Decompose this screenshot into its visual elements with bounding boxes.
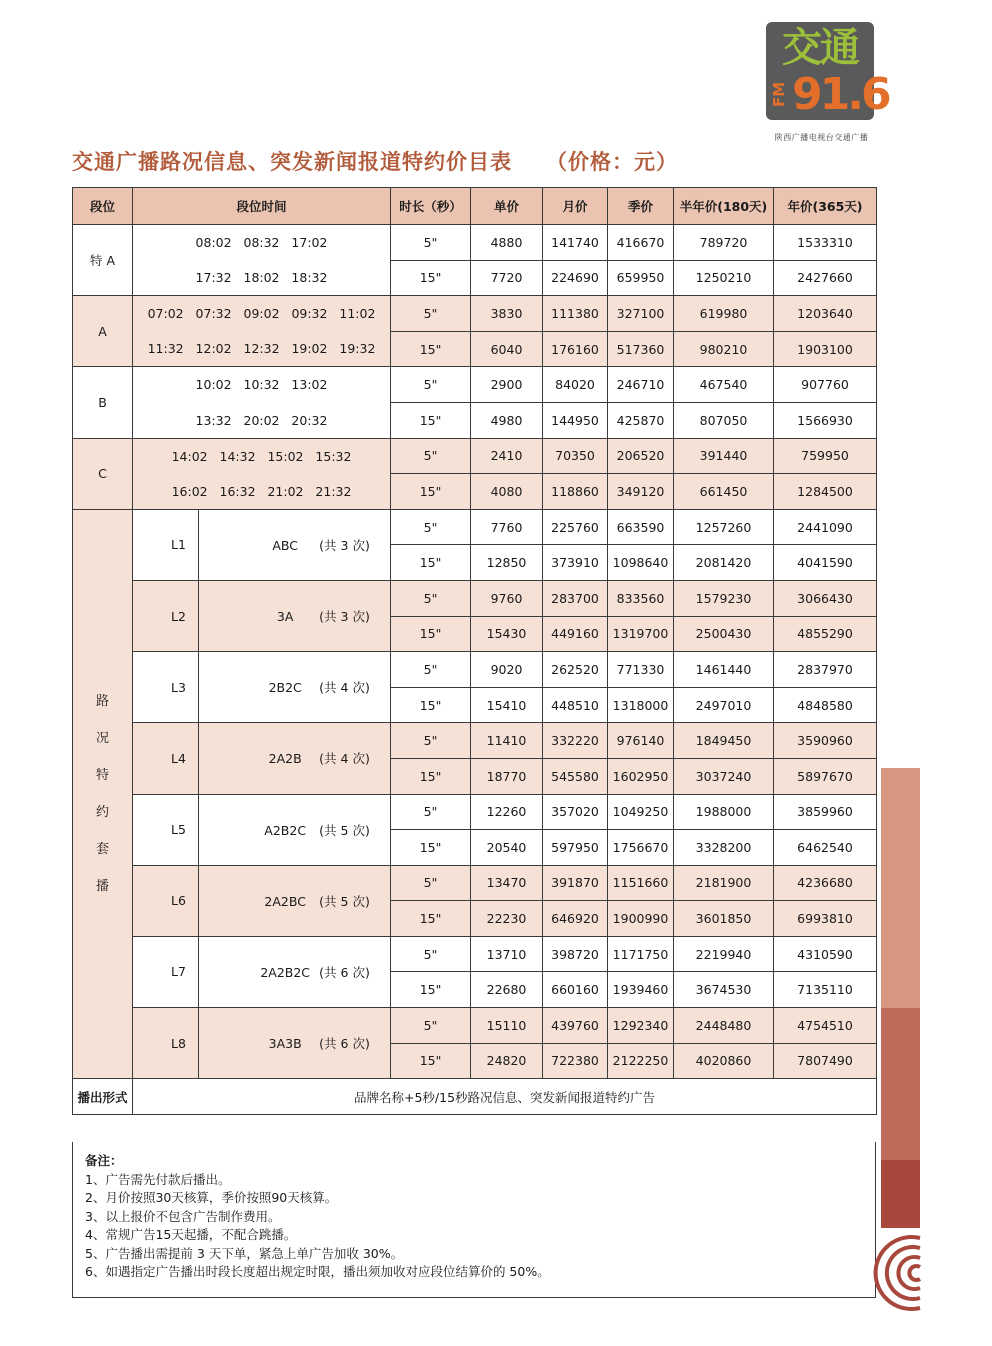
package-code: L4 [133, 723, 199, 794]
price-cell: 9760 [471, 580, 543, 616]
duration-cell: 15" [391, 260, 471, 296]
package-code: L1 [133, 509, 199, 580]
price-cell: 246710 [608, 367, 674, 403]
package-code: L3 [133, 652, 199, 723]
price-cell: 3674530 [674, 972, 774, 1008]
price-cell: 13470 [471, 865, 543, 901]
package-code: L5 [133, 794, 199, 865]
duration-cell: 15" [391, 545, 471, 581]
price-cell: 373910 [543, 545, 608, 581]
price-cell: 467540 [674, 367, 774, 403]
price-cell: 1566930 [774, 402, 877, 438]
price-cell: 771330 [608, 652, 674, 688]
table-row [73, 367, 877, 403]
title-text: 交通广播路况信息、突发新闻报道特约价目表 [72, 150, 512, 174]
station-logo [766, 22, 889, 120]
package-count: (共 3 次) [319, 537, 370, 553]
note-item: 1、广告需先付款后播出。 [85, 1171, 231, 1187]
price-cell: 759950 [774, 438, 877, 474]
header-cell: 段位 [73, 188, 133, 225]
price-cell: 2448480 [674, 1008, 774, 1044]
price-cell: 144950 [543, 402, 608, 438]
note-item: 5、广告播出需提前 3 天下单，紧急上单广告加收 30%。 [85, 1245, 404, 1261]
duration-cell: 5" [391, 936, 471, 972]
price-cell: 980210 [674, 331, 774, 367]
price-cell: 391870 [543, 865, 608, 901]
price-cell: 789720 [674, 225, 774, 261]
decorative-bar-light [881, 768, 920, 1008]
price-cell: 1903100 [774, 331, 877, 367]
price-cell: 2219940 [674, 936, 774, 972]
price-cell: 3830 [471, 296, 543, 332]
table-row [73, 723, 877, 759]
header-cell: 段位时间 [133, 188, 391, 225]
price-cell: 22230 [471, 901, 543, 937]
package-combo [199, 580, 391, 651]
price-cell: 15410 [471, 687, 543, 723]
package-combo-text: 3A [276, 609, 294, 625]
package-combo-text: ABC [272, 537, 298, 553]
price-cell: 619980 [674, 296, 774, 332]
logo-frequency: 91.6 [792, 69, 889, 120]
slot-time: 11:32 12:02 12:32 19:02 19:32 [133, 331, 391, 367]
package-combo-text: 3A3B [268, 1036, 302, 1052]
slot-name: C [73, 438, 133, 509]
package-combo [199, 723, 391, 794]
price-cell: 12850 [471, 545, 543, 581]
price-cell: 6462540 [774, 830, 877, 866]
price-cell: 7720 [471, 260, 543, 296]
price-cell: 448510 [543, 687, 608, 723]
package-code: L8 [133, 1008, 199, 1079]
table-row [73, 260, 877, 296]
header-cell: 单价 [471, 188, 543, 225]
decorative-bar-mid [881, 1008, 920, 1160]
package-group-char: 特 [95, 768, 109, 783]
package-combo [199, 865, 391, 936]
price-cell: 833560 [608, 580, 674, 616]
price-cell: 1098640 [608, 545, 674, 581]
duration-cell: 15" [391, 972, 471, 1008]
price-cell: 3601850 [674, 901, 774, 937]
price-cell: 224690 [543, 260, 608, 296]
price-cell: 907760 [774, 367, 877, 403]
duration-cell: 15" [391, 474, 471, 510]
table-row [73, 402, 877, 438]
price-cell: 15110 [471, 1008, 543, 1044]
price-cell: 3859960 [774, 794, 877, 830]
price-cell: 1461440 [674, 652, 774, 688]
price-cell: 1171750 [608, 936, 674, 972]
price-cell: 4980 [471, 402, 543, 438]
package-combo-text: A2B2C [264, 822, 307, 838]
format-label: 播出形式 [73, 1079, 133, 1115]
package-code: L2 [133, 580, 199, 651]
header-cell: 季价 [608, 188, 674, 225]
duration-cell: 5" [391, 723, 471, 759]
price-cell: 1203640 [774, 296, 877, 332]
price-cell: 4041590 [774, 545, 877, 581]
price-cell: 141740 [543, 225, 608, 261]
duration-cell: 5" [391, 225, 471, 261]
package-group-label [73, 509, 133, 1079]
price-cell: 2900 [471, 367, 543, 403]
package-group-char: 路 [95, 694, 109, 709]
duration-cell: 5" [391, 652, 471, 688]
price-cell: 1151660 [608, 865, 674, 901]
package-code: L7 [133, 936, 199, 1007]
table-row [73, 1008, 877, 1044]
price-cell: 24820 [471, 1043, 543, 1079]
price-cell: 4310590 [774, 936, 877, 972]
slot-time: 08:02 08:32 17:02 [133, 225, 391, 261]
price-cell: 332220 [543, 723, 608, 759]
duration-cell: 15" [391, 830, 471, 866]
table-row [73, 474, 877, 510]
price-cell: 7135110 [774, 972, 877, 1008]
package-count: (共 4 次) [319, 680, 370, 696]
logo-name: 交通 [782, 25, 858, 71]
table-row [73, 438, 877, 474]
price-cell: 2410 [471, 438, 543, 474]
table-row [73, 296, 877, 332]
price-cell: 398720 [543, 936, 608, 972]
duration-cell: 5" [391, 438, 471, 474]
price-unit-note: （价格：元） [546, 150, 678, 174]
price-table [72, 187, 877, 1115]
package-count: (共 5 次) [319, 893, 370, 909]
price-cell: 663590 [608, 509, 674, 545]
price-cell: 2500430 [674, 616, 774, 652]
header-cell: 半年价(180天) [674, 188, 774, 225]
duration-cell: 15" [391, 1043, 471, 1079]
price-cell: 439760 [543, 1008, 608, 1044]
price-cell: 1988000 [674, 794, 774, 830]
note-item: 4、常规广告15天起播，不配合跳播。 [85, 1227, 297, 1242]
price-cell: 976140 [608, 723, 674, 759]
price-cell: 722380 [543, 1043, 608, 1079]
price-cell: 1579230 [674, 580, 774, 616]
price-cell: 7807490 [774, 1043, 877, 1079]
slot-name: 特 A [73, 225, 133, 296]
package-combo [199, 936, 391, 1007]
price-cell: 283700 [543, 580, 608, 616]
price-cell: 2837970 [774, 652, 877, 688]
duration-cell: 15" [391, 616, 471, 652]
table-row [73, 331, 877, 367]
slot-name: B [73, 367, 133, 438]
price-cell: 111380 [543, 296, 608, 332]
price-cell: 4880 [471, 225, 543, 261]
price-cell: 12260 [471, 794, 543, 830]
package-combo-text: 2A2BC [264, 893, 306, 909]
price-cell: 176160 [543, 331, 608, 367]
price-cell: 2497010 [674, 687, 774, 723]
note-item: 2、月价按照30天核算，季价按照90天核算。 [85, 1190, 338, 1205]
price-cell: 2427660 [774, 260, 877, 296]
header-cell: 月价 [543, 188, 608, 225]
price-cell: 2081420 [674, 545, 774, 581]
header-cell: 年价(365天) [774, 188, 877, 225]
price-cell: 2441090 [774, 509, 877, 545]
swirl-decoration-icon [870, 1232, 922, 1314]
duration-cell: 15" [391, 331, 471, 367]
price-cell: 262520 [543, 652, 608, 688]
price-cell: 206520 [608, 438, 674, 474]
price-cell: 11410 [471, 723, 543, 759]
price-cell: 4080 [471, 474, 543, 510]
package-combo [199, 1008, 391, 1079]
price-cell: 517360 [608, 331, 674, 367]
price-cell: 3590960 [774, 723, 877, 759]
price-cell: 15430 [471, 616, 543, 652]
station-subtitle: 陕西广播电视台交通广播 [774, 133, 869, 142]
price-cell: 449160 [543, 616, 608, 652]
slot-time: 07:02 07:32 09:02 09:32 11:02 [133, 296, 391, 332]
price-cell: 5897670 [774, 758, 877, 794]
price-cell: 1049250 [608, 794, 674, 830]
price-cell: 1756670 [608, 830, 674, 866]
price-cell: 1257260 [674, 509, 774, 545]
slot-time: 16:02 16:32 21:02 21:32 [133, 474, 391, 510]
format-row [73, 1079, 877, 1115]
price-cell: 118860 [543, 474, 608, 510]
price-cell: 807050 [674, 402, 774, 438]
package-group-char: 套 [95, 842, 109, 857]
package-combo [199, 794, 391, 865]
price-cell: 225760 [543, 509, 608, 545]
table-header-row [73, 188, 877, 225]
page-title [72, 146, 678, 176]
price-cell: 3037240 [674, 758, 774, 794]
table-row [73, 509, 877, 545]
price-cell: 7760 [471, 509, 543, 545]
package-count: (共 3 次) [319, 609, 370, 625]
price-cell: 1318000 [608, 687, 674, 723]
slot-time: 13:32 20:02 20:32 [133, 402, 391, 438]
price-cell: 349120 [608, 474, 674, 510]
price-cell: 660160 [543, 972, 608, 1008]
price-cell: 327100 [608, 296, 674, 332]
price-cell: 4754510 [774, 1008, 877, 1044]
header-cell: 时长（秒） [391, 188, 471, 225]
decorative-bar-dark [881, 1160, 920, 1228]
price-cell: 659950 [608, 260, 674, 296]
price-cell: 22680 [471, 972, 543, 1008]
package-group-char: 播 [95, 879, 109, 894]
price-cell: 9020 [471, 652, 543, 688]
table-body [73, 225, 877, 1115]
duration-cell: 5" [391, 794, 471, 830]
price-cell: 391440 [674, 438, 774, 474]
table-row [73, 225, 877, 261]
duration-cell: 15" [391, 402, 471, 438]
price-cell: 416670 [608, 225, 674, 261]
table-row [73, 936, 877, 972]
price-cell: 1900990 [608, 901, 674, 937]
slot-time: 17:32 18:02 18:32 [133, 260, 391, 296]
package-combo-text: 2A2B2C [260, 964, 311, 980]
price-cell: 1602950 [608, 758, 674, 794]
package-combo-text: 2B2C [268, 680, 302, 696]
price-cell: 3066430 [774, 580, 877, 616]
price-cell: 1250210 [674, 260, 774, 296]
logo-fm: FM [770, 81, 788, 107]
slot-time: 14:02 14:32 15:02 15:32 [133, 438, 391, 474]
duration-cell: 5" [391, 367, 471, 403]
duration-cell: 15" [391, 758, 471, 794]
table-row [73, 652, 877, 688]
price-cell: 4855290 [774, 616, 877, 652]
package-count: (共 4 次) [319, 751, 370, 767]
price-cell: 1533310 [774, 225, 877, 261]
package-count: (共 6 次) [319, 1036, 370, 1052]
price-cell: 4020860 [674, 1043, 774, 1079]
price-cell: 1939460 [608, 972, 674, 1008]
price-cell: 545580 [543, 758, 608, 794]
price-cell: 2181900 [674, 865, 774, 901]
package-count: (共 5 次) [319, 822, 370, 838]
duration-cell: 15" [391, 901, 471, 937]
note-item: 6、如遇指定广告播出时段长度超出规定时限，播出须加收对应段位结算价的 50%。 [85, 1264, 550, 1279]
price-cell: 70350 [543, 438, 608, 474]
price-cell: 1284500 [774, 474, 877, 510]
package-count: (共 6 次) [319, 964, 370, 980]
price-cell: 646920 [543, 901, 608, 937]
format-value: 品牌名称+5秒/15秒路况信息、突发新闻报道特约广告 [133, 1079, 877, 1115]
price-cell: 1292340 [608, 1008, 674, 1044]
table-row [73, 580, 877, 616]
package-combo-text: 2A2B [268, 751, 302, 767]
package-group-char: 况 [95, 731, 109, 746]
price-cell: 18770 [471, 758, 543, 794]
package-group-char: 约 [95, 805, 109, 820]
slot-time: 10:02 10:32 13:02 [133, 367, 391, 403]
table-row [73, 794, 877, 830]
price-cell: 13710 [471, 936, 543, 972]
duration-cell: 5" [391, 296, 471, 332]
price-cell: 1319700 [608, 616, 674, 652]
price-cell: 2122250 [608, 1043, 674, 1079]
duration-cell: 5" [391, 580, 471, 616]
duration-cell: 5" [391, 509, 471, 545]
package-combo [199, 652, 391, 723]
package-group-label-text [73, 683, 132, 905]
price-cell: 425870 [608, 402, 674, 438]
price-cell: 1849450 [674, 723, 774, 759]
package-combo [199, 509, 391, 580]
table-row [73, 865, 877, 901]
price-cell: 6040 [471, 331, 543, 367]
price-cell: 4848580 [774, 687, 877, 723]
price-cell: 6993810 [774, 901, 877, 937]
price-cell: 20540 [471, 830, 543, 866]
price-cell: 357020 [543, 794, 608, 830]
price-cell: 3328200 [674, 830, 774, 866]
package-code: L6 [133, 865, 199, 936]
price-cell: 597950 [543, 830, 608, 866]
duration-cell: 5" [391, 1008, 471, 1044]
slot-name: A [73, 296, 133, 367]
price-cell: 661450 [674, 474, 774, 510]
notes-title: 备注： [85, 1153, 123, 1168]
price-cell: 4236680 [774, 865, 877, 901]
note-item: 3、以上报价不包含广告制作费用。 [85, 1208, 281, 1224]
notes-section [72, 1142, 876, 1298]
price-cell: 84020 [543, 367, 608, 403]
duration-cell: 5" [391, 865, 471, 901]
duration-cell: 15" [391, 687, 471, 723]
